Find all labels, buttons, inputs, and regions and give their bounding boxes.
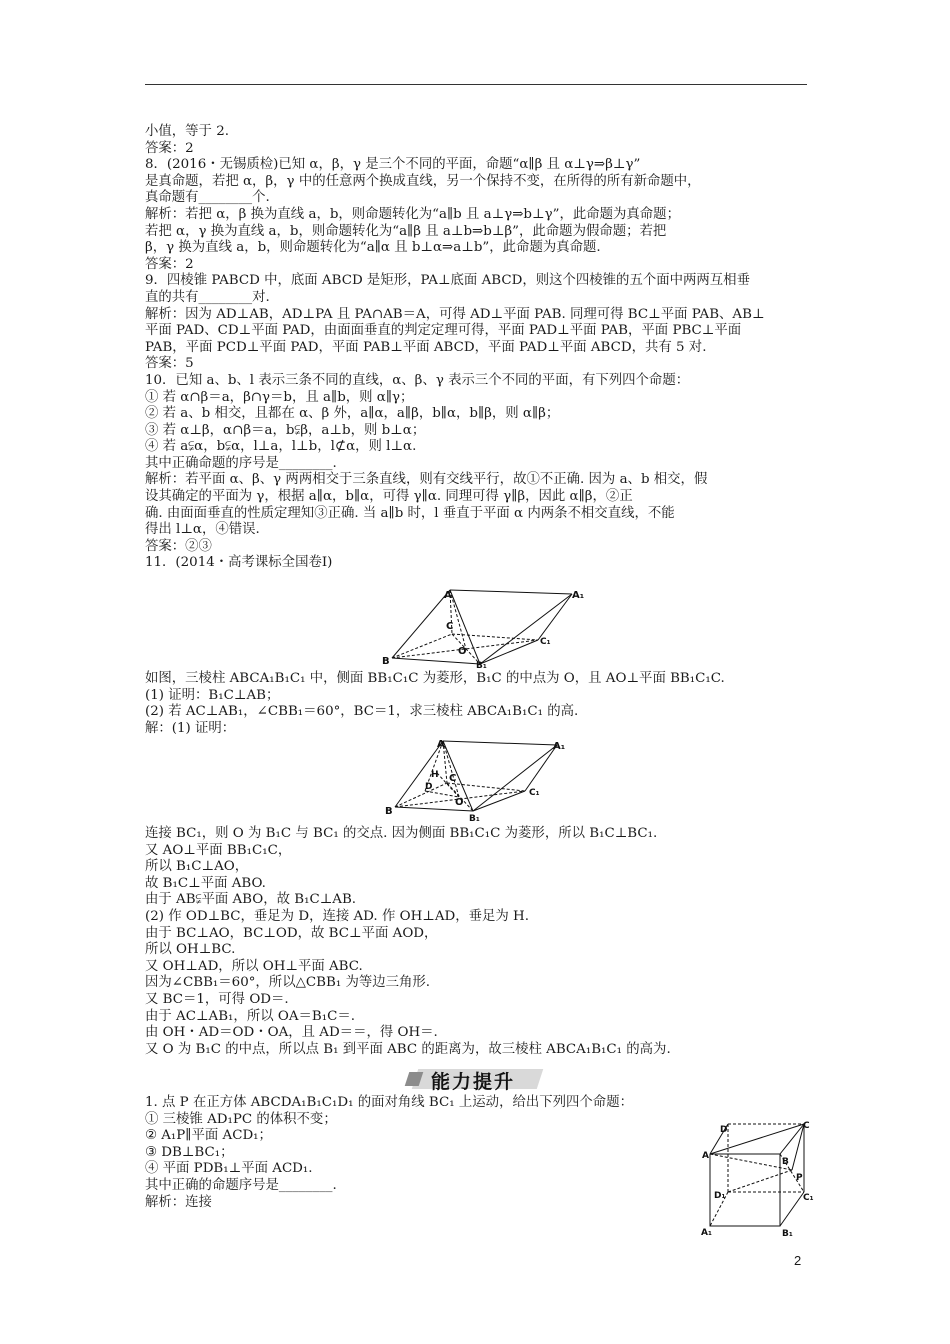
text-line: ③ 若 α⊥β，α∩β＝a，b⫋β，a⊥b，则 b⊥α； — [145, 422, 426, 438]
text-line: 真命题有________个. — [145, 190, 270, 206]
edge — [473, 791, 525, 811]
text-line: 10．已知 a、b、l 表示三条不同的直线，α、β、γ 表示三个不同的平面，有下列四个命题： — [145, 372, 690, 388]
text-line: β，γ 换为直线 a，b，则命题转化为“a∥α 且 b⊥α⇒a⊥b”，此命题为真命题. — [145, 240, 601, 256]
text-line: 答案：②③ — [145, 538, 212, 554]
edge — [450, 590, 572, 594]
text-line: (2) 作 OD⊥BC，垂足为 D，连接 AD. 作 OH⊥AD，垂足为 H. — [145, 908, 529, 924]
edge-hidden — [450, 590, 466, 649]
text-line: ④ 若 a⫋α，b⫋α，l⊥a，l⊥b，l⊄α，则 l⊥α. — [145, 439, 417, 455]
edge-hidden — [447, 783, 525, 791]
text-block-solution — [145, 826, 811, 1058]
text-line: 解析：因为 AD⊥AB，AD⊥PA 且 PA∩AB＝A，可得 AD⊥平面 PAB. 同理可得 BC⊥平面 PAB、AB⊥ — [145, 306, 765, 322]
text-line: 如图，三棱柱 ABCA₁B₁C₁ 中，侧面 BB₁C₁C 为菱形，B₁C 的中点为 O，且 AO⊥平面 BB₁C₁C. — [145, 671, 725, 686]
text-line: 8．(2016・无锡质检)已知 α，β，γ 是三个不同的平面，命题“α∥β 且 α⊥γ⇒β⊥γ” — [145, 157, 641, 173]
edge-hidden — [452, 634, 538, 640]
edge — [780, 1192, 804, 1226]
text-line: 答案：2 — [145, 140, 194, 156]
text-line: 解析：若把 α，β 换为直线 a，b，则命题转化为“a∥b 且 a⊥γ⇒b⊥γ”，此命题为真命题； — [145, 206, 680, 222]
text-line: 若把 α，γ 换为直线 a，b，则命题转化为“a∥β 且 a⊥b⇒b⊥β”，此命题为假命题；若把 — [145, 223, 667, 239]
text-line: 小值，等于 2. — [145, 124, 229, 139]
text-line: 故 B₁C⊥平面 ABO. — [145, 875, 266, 891]
text-line: 解析：若平面 α、β、γ 两两相交于三条直线，则有交线平行，故①不正确. 因为 a、b 相交，假 — [145, 472, 708, 488]
text-line: 确. 由面面垂直的性质定理知③正确. 当 a∥b 时，l 垂直于平面 α 内两条不相交直线，不能 — [145, 505, 675, 521]
vertex-label: B₁ — [782, 1229, 793, 1239]
vertex-label: B₁ — [476, 661, 487, 671]
vertex-label: D — [720, 1125, 728, 1135]
text-line: (1) 证明：B₁C⊥AB； — [145, 687, 280, 703]
vertex-label: P — [796, 1173, 803, 1183]
text-line: ④ 平面 PDB₁⊥平面 ACD₁. — [145, 1161, 313, 1177]
vertex-label: H — [431, 770, 439, 780]
edge — [538, 594, 572, 640]
text-line: 1. 点 P 在正方体 ABCDA₁B₁C₁D₁ 的面对角线 BC₁ 上运动，给出下列四个命题： — [145, 1095, 633, 1110]
vertex-label: A₁ — [701, 1228, 712, 1238]
text-line: 得出 l⊥α，④错误. — [145, 522, 260, 538]
text-line: 是真命题，若把 α，β，γ 中的任意两个换成直线，另一个保持不变，在所得的所有新命题中， — [145, 173, 701, 189]
text-line: 又 BC＝1，可得 OD＝. — [145, 991, 289, 1007]
text-line: 其中正确的命题序号是________. — [145, 1177, 337, 1193]
vertex-label: A₁ — [553, 741, 566, 752]
text-block-ability-problem-1 — [145, 1095, 705, 1211]
text-line: 连接 BC₁，则 O 为 B₁C 与 BC₁ 的交点. 因为侧面 BB₁C₁C 为菱形，所以 B₁C⊥BC₁. — [145, 826, 658, 841]
vertex-label: C — [446, 621, 454, 632]
text-line: 其中正确命题的序号是________. — [145, 455, 337, 471]
section-banner-label: 能力提升 — [431, 1071, 516, 1093]
text-line: 解：(1) 证明： — [145, 720, 236, 736]
text-line: 因为∠CBB₁＝60°，所以△CBB₁ 为等边三角形. — [145, 975, 431, 991]
text-line: 答案：5 — [145, 356, 194, 372]
text-line: 所以 OH⊥BC. — [145, 942, 236, 958]
text-line: 设其确定的平面为 γ，根据 a∥α，b∥α，可得 γ∥α. 同理可得 γ∥β，因此 α∥β，②正 — [145, 489, 633, 505]
prism-figure-2 — [385, 737, 566, 824]
vertex-label: B₁ — [469, 814, 480, 824]
vertex-label: A — [437, 739, 445, 750]
edge — [443, 741, 557, 745]
text-line: 由于 AC⊥AB₁，所以 OA＝B₁C＝. — [145, 1008, 355, 1024]
vertex-label: A — [702, 1151, 709, 1161]
page-number: 2 — [794, 1253, 802, 1268]
edge — [473, 745, 557, 811]
text-line: 答案：2 — [145, 256, 194, 272]
edge-hidden — [728, 1170, 792, 1192]
vertex-label: C₁ — [803, 1193, 814, 1203]
text-line: 平面 PAD、CD⊥平面 PAD，由面面垂直的判定定理可得，平面 PAD⊥平面 PAB，平面 PBC⊥平面 — [145, 323, 742, 339]
text-line: 直的共有________对. — [145, 289, 270, 305]
text-line: ② 若 a、b 相交，且都在 α、β 外，a∥α，a∥β，b∥α，b∥β，则 α∥β； — [145, 406, 560, 422]
text-line: 由于 BC⊥AO，BC⊥OD，故 BC⊥平面 AOD， — [145, 925, 438, 941]
text-line: ③ DB⊥BC₁； — [145, 1144, 234, 1160]
vertex-label: C₁ — [529, 788, 540, 798]
header-rule — [145, 84, 807, 85]
text-line: ① 三棱锥 AD₁PC 的体积不变； — [145, 1111, 337, 1127]
text-line: 9．四棱锥 PABCD 中，底面 ABCD 是矩形，PA⊥底面 ABCD，则这个四棱锥的五个面中两两互相垂 — [145, 273, 750, 289]
vertex-label: A₁ — [572, 590, 585, 601]
vertex-label: D₁ — [714, 1191, 726, 1201]
vertex-label: A — [444, 590, 452, 601]
text-line: 由 OH・AD＝OD・OA，且 AD＝＝，得 OH＝. — [145, 1025, 438, 1041]
prism-figure-1 — [380, 586, 585, 671]
vertex-label: O — [458, 646, 467, 657]
text-line: 又 OH⊥AD，所以 OH⊥平面 ABC. — [145, 958, 363, 974]
edge — [392, 590, 450, 658]
vertex-label: C — [449, 773, 457, 784]
vertex-label: D — [425, 782, 433, 792]
text-line: ② A₁P∥平面 ACD₁； — [145, 1128, 272, 1144]
text-line: 所以 B₁C⊥AO， — [145, 859, 249, 875]
text-line: 解析：连接 — [145, 1194, 212, 1210]
text-line: ① 若 α∩β＝a，β∩γ＝b，且 a∥b，则 α∥γ； — [145, 389, 414, 405]
cube-front-face — [710, 1154, 780, 1226]
edge — [392, 658, 480, 664]
text-line: 又 AO⊥平面 BB₁C₁C， — [145, 842, 292, 858]
vertex-label: B — [782, 1157, 789, 1167]
vertex-label: C — [803, 1121, 810, 1131]
text-line: (2) 若 AC⊥AB₁，∠CBB₁＝60°，BC＝1，求三棱柱 ABCA₁B₁C₁ 的高. — [145, 704, 579, 720]
text-line: 又 O 为 B₁C 的中点，所以点 B₁ 到平面 ABC 的距离为，故三棱柱 ABCA₁B₁C₁ 的高为. — [145, 1041, 671, 1057]
vertex-label: O — [455, 797, 464, 808]
text-line: 11．(2014・高考课标全国卷Ⅰ) — [145, 555, 333, 571]
vertex-label: C₁ — [540, 637, 551, 647]
text-line: 由于 AB⫋平面 ABO，故 B₁C⊥AB. — [145, 892, 357, 908]
vertex-label: B — [385, 806, 393, 817]
text-block-problem-11-statement — [145, 671, 811, 737]
text-block-problems-8-11 — [145, 124, 811, 572]
vertex-label: B — [382, 656, 390, 667]
edge — [480, 594, 572, 664]
text-line: PAB，平面 PCD⊥平面 PAD，平面 PAB⊥平面 ABCD，平面 PAD⊥平面 ABCD，共有 5 对. — [145, 339, 707, 355]
cube-figure — [700, 1118, 815, 1240]
section-banner — [405, 1066, 545, 1092]
